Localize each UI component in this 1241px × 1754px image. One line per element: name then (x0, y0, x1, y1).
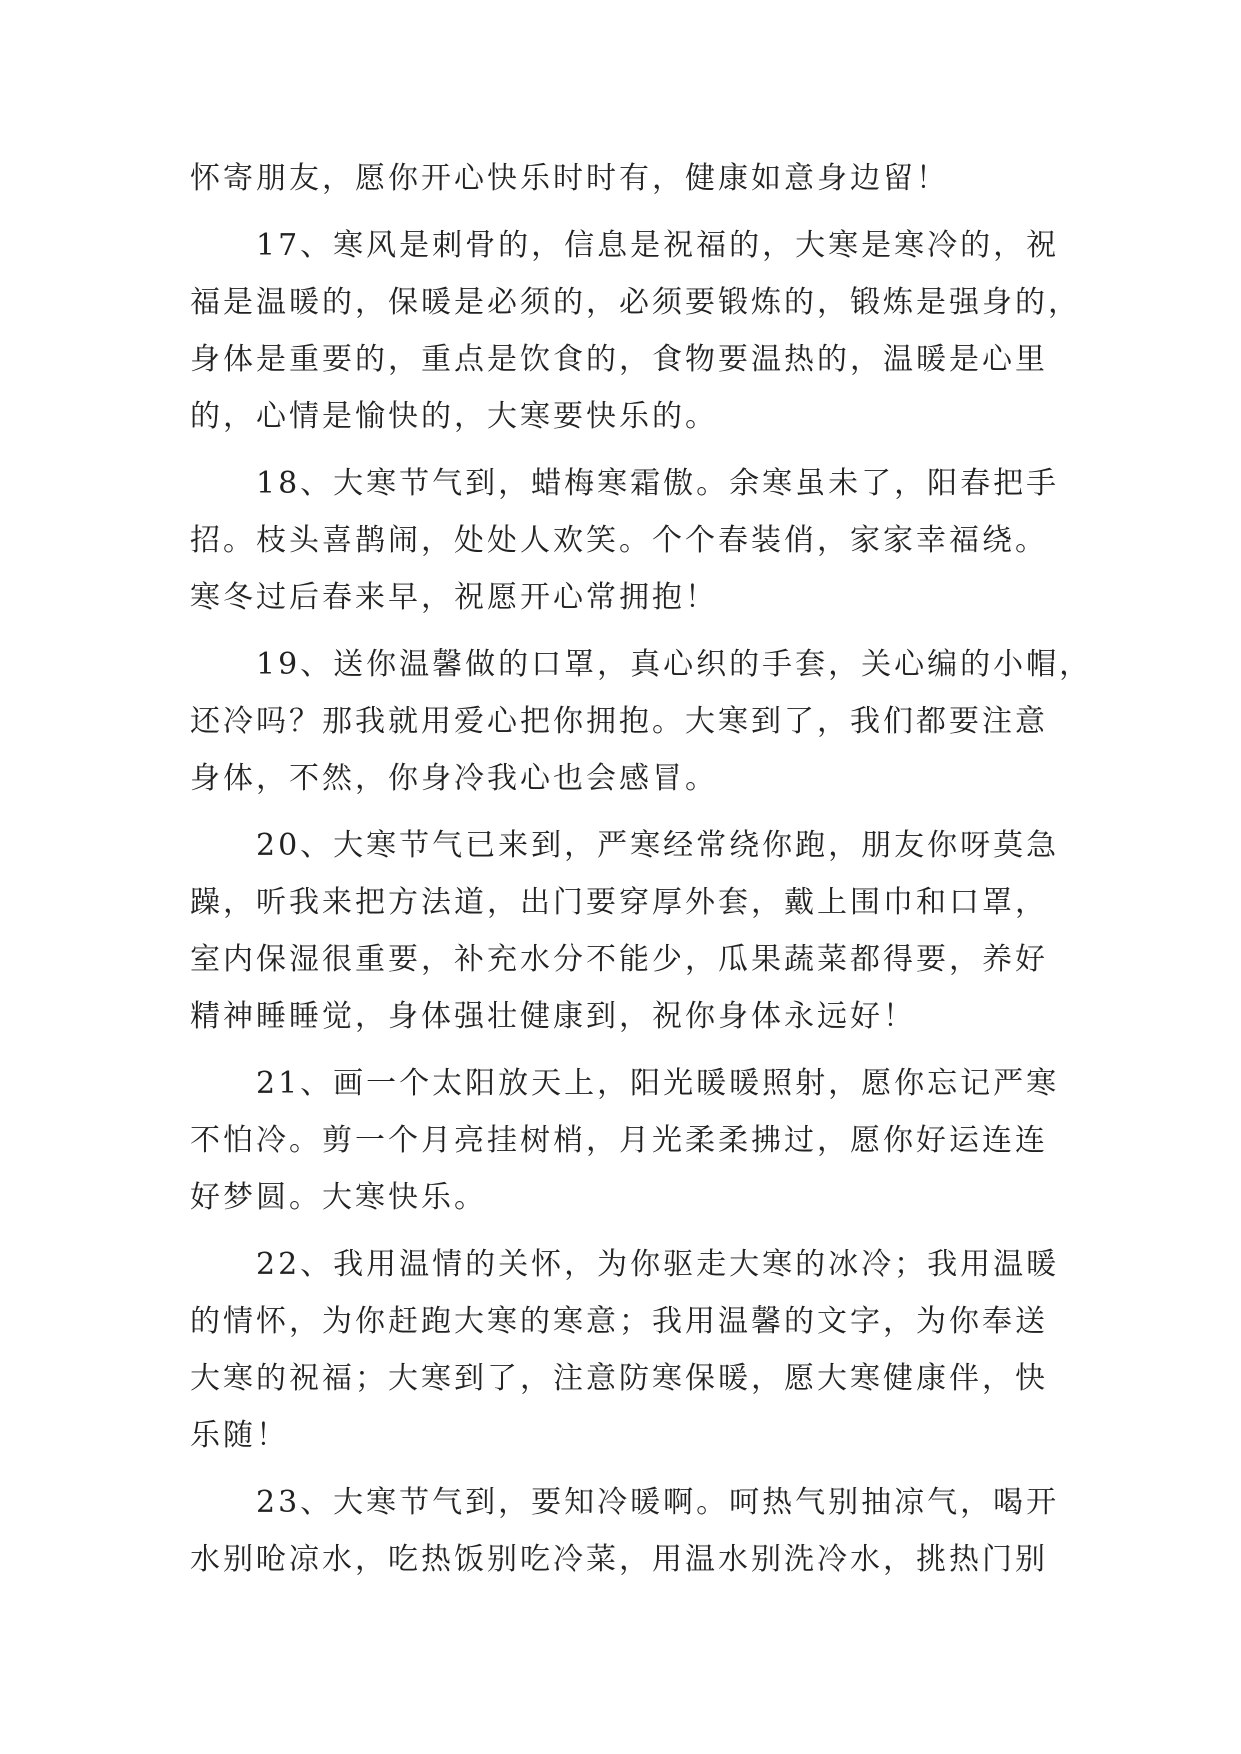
text-line: 精神睡睡觉，身体强壮健康到，祝你身体永远好！ (190, 999, 916, 1034)
text-line: 好梦圆。大寒快乐。 (190, 1180, 487, 1215)
text-line: 水别呛凉水，吃热饭别吃冷菜，用温水别洗冷水，挑热门别 (190, 1542, 1048, 1577)
paragraph-19-first-line: 19、送你温馨做的口罩，真心织的手套，关心编的小帽， (256, 647, 1093, 682)
text-line: 怀寄朋友，愿你开心快乐时时有，健康如意身边留！ (190, 161, 949, 196)
text-line: 不怕冷。剪一个月亮挂树梢，月光柔柔拂过，愿你好运连连 (190, 1123, 1048, 1158)
text-line: 躁，听我来把方法道，出门要穿厚外套，戴上围巾和口罩， (190, 885, 1048, 920)
text-line: 的情怀，为你赶跑大寒的寒意；我用温馨的文字，为你奉送 (190, 1304, 1048, 1339)
text-line: 福是温暖的，保暖是必须的，必须要锻炼的，锻炼是强身的， (190, 285, 1081, 320)
text-line: 寒冬过后春来早，祝愿开心常拥抱！ (190, 580, 718, 615)
paragraph-18-first-line: 18、大寒节气到，蜡梅寒霜傲。余寒虽未了，阳春把手 (256, 466, 1060, 501)
paragraph-20-first-line: 20、大寒节气已来到，严寒经常绕你跑，朋友你呀莫急 (256, 828, 1060, 863)
text-line: 大寒的祝福；大寒到了，注意防寒保暖，愿大寒健康伴，快 (190, 1361, 1048, 1396)
paragraph-22-first-line: 22、我用温情的关怀，为你驱走大寒的冰冷；我用温暖 (256, 1247, 1060, 1282)
text-line: 身体，不然，你身冷我心也会感冒。 (190, 761, 718, 796)
document-body (190, 150, 1093, 1588)
text-line: 乐随！ (190, 1418, 289, 1453)
text-line: 招。枝头喜鹊闹，处处人欢笑。个个春装俏，家家幸福绕。 (190, 523, 1048, 558)
text-line: 身体是重要的，重点是饮食的，食物要温热的，温暖是心里 (190, 342, 1048, 377)
paragraph-17-first-line: 17、寒风是刺骨的，信息是祝福的，大寒是寒冷的，祝 (256, 228, 1060, 263)
paragraph-23-first-line: 23、大寒节气到，要知冷暖啊。呵热气别抽凉气，喝开 (256, 1485, 1060, 1520)
text-line: 还冷吗？那我就用爱心把你拥抱。大寒到了，我们都要注意 (190, 704, 1048, 739)
paragraph-21-first-line: 21、画一个太阳放天上，阳光暖暖照射，愿你忘记严寒 (256, 1066, 1060, 1101)
text-line: 的，心情是愉快的，大寒要快乐的。 (190, 399, 718, 434)
text-line: 室内保湿很重要，补充水分不能少，瓜果蔬菜都得要，养好 (190, 942, 1048, 977)
